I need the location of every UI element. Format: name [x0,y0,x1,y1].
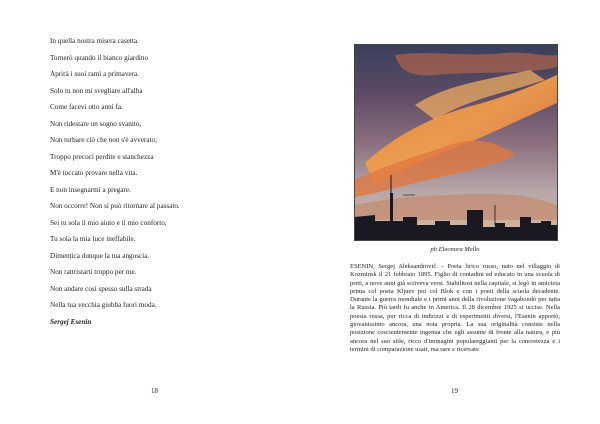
sunset-photo [354,44,558,241]
poem-line: Non occorre! Non si può ritornare al passato. [50,202,180,210]
poem-line: Troppo precoci perdite e stanchezza [50,152,154,161]
photo-caption: ph Eleonora Mello [430,246,480,253]
poem-line: Non andare così spesso sulla strada [50,284,152,293]
poem-author: Sergej Esenin [50,317,92,326]
poem-line: Nella tua vecchia giubba fuori moda. [50,301,157,309]
biography-text: ESENIN, Sergej Aleksandrovič. - Poeta lirico russo, nato nel villaggio di Kozminsk il 21 febbraio 1895. Figlio di contadini ed educato in una scuola di preti, a nove anni già scriveva versi. Stabilitosi nella capitale, si legò in amicizia prima col poeta Kljuev poi col Blok e con i poeti della scuola decadente. Durante la guerra mondiale e i primi anni della rivoluzione vagabondò per tutta la Russia. Più tardi fu anche in America. Il 28 dicembre 1925 si uccise. Nella poesia russa, pur ricca di indirizzi e di esperimenti diversi, l'Esenin apportò, giovanissimo ancora, una nota propria. La sua originalità consiste nella posizione coscientemente ingenua che egli assume di fronte alla natura, e più ancora nel suo stile, ricco d'immagini popolareggianti per la concretezza e i termini di comparazione usati, ma rare e ricercate [350,263,560,353]
poem-line: Non turbare ciò che non s'è avverato; [50,136,158,144]
page-number-left: 18 [151,387,158,395]
poem-line: Solo tu non mi svegliare all'alba [50,86,143,95]
poem-line: Come facevi otto anni fa. [50,103,123,111]
poem-line: Dimentica dunque la tua angoscia. [50,251,150,260]
poem-line: E non insegnarmi a pregare. [50,185,131,194]
poem-line: Aprirà i suoi rami a primavera. [50,70,140,78]
page-number-right: 19 [451,387,458,395]
poem-line: Tornerò quando il bianco giardino [50,53,149,62]
poem-line: Tu sola la mia luce ineffabile. [50,235,136,243]
poem-line: M'è toccato provare nella vita. [50,169,138,177]
poem [50,36,280,326]
poem-line: Sei tu sola il mio aiuto e il mio conforto, [50,218,167,227]
poem-line: Non rattristarti troppo per me. [50,268,137,276]
sunset-image [355,45,557,240]
poem-line: Non ridestare un sogno svanito, [50,119,142,128]
poem-line: In quella nostra misera casetta. [50,37,139,45]
